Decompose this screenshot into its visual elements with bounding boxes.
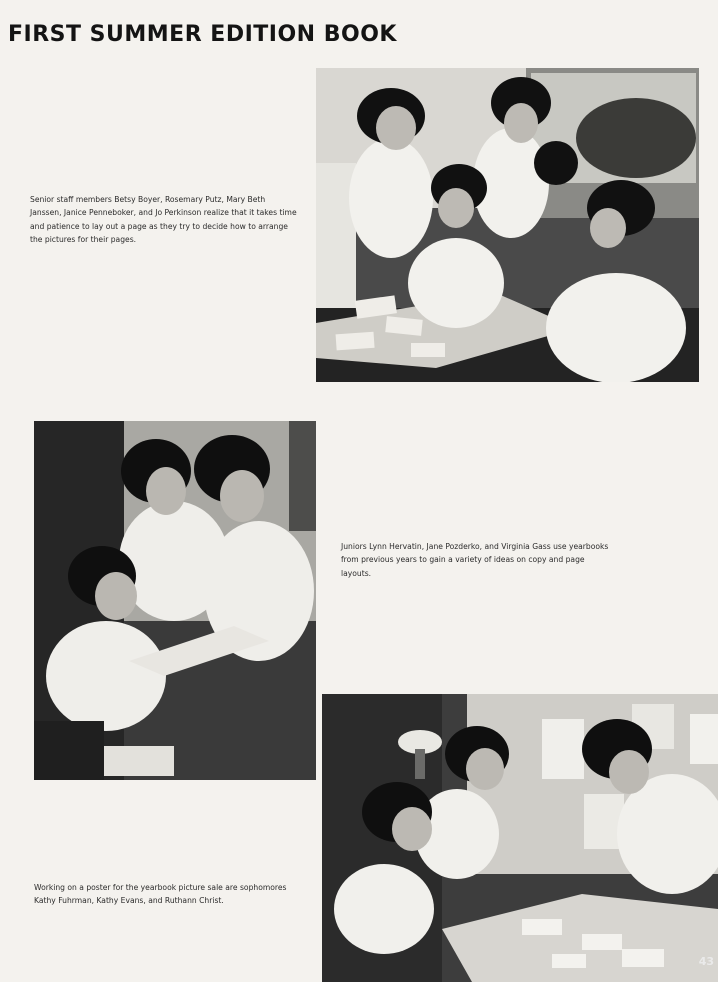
senior-staff-caption: Senior staff members Betsy Boyer, Rosemary Putz, Mary Beth Janssen, Janice Penneboker, and Jo Perkinson realize that it takes time and patience to lay out a page as they try to decide how to arrange the pictures for their pages. xyxy=(30,195,297,244)
page-number: 43 xyxy=(698,955,714,968)
sophomores-photo xyxy=(322,694,718,982)
juniors-caption: Juniors Lynn Hervatin, Jane Pozderko, and Virginia Gass use yearbooks from previous years to gain a variety of ideas on copy and page layouts. xyxy=(341,542,609,578)
juniors-photo xyxy=(34,421,316,780)
sophomores-caption: Working on a poster for the yearbook picture sale are sophomores Kathy Fuhrman, Kathy Evans, and Ruthann Christ. xyxy=(34,883,287,906)
page-title: FIRST SUMMER EDITION BOOK xyxy=(8,22,397,47)
senior-staff-photo xyxy=(316,68,699,382)
